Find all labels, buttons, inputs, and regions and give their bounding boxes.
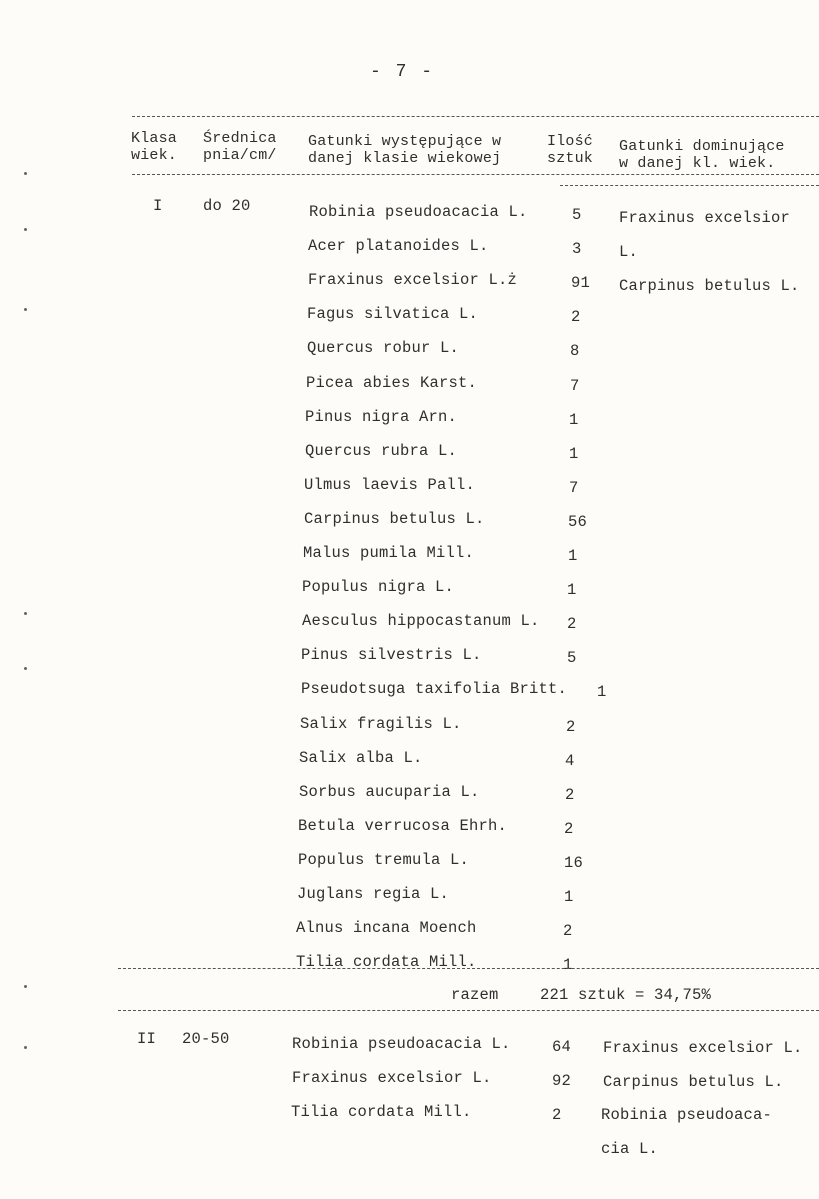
section1-total-label: razem bbox=[451, 986, 499, 1004]
section1-total-top-rule bbox=[118, 968, 819, 969]
header-diameter: Średnica pnia/cm/ bbox=[203, 130, 277, 164]
species-count: 5 bbox=[567, 649, 577, 668]
species-name: Aesculus hippocastanum L. bbox=[302, 612, 540, 631]
species-count: 1 bbox=[563, 956, 573, 975]
species-name: Salix alba L. bbox=[299, 748, 423, 767]
species-count: 8 bbox=[570, 342, 580, 361]
species-count: 4 bbox=[565, 751, 575, 770]
species-count: 2 bbox=[567, 615, 577, 634]
header-top-rule bbox=[132, 116, 819, 117]
margin-mark bbox=[24, 612, 27, 615]
species-name: Pinus nigra Arn. bbox=[305, 407, 458, 426]
section1-dominant-2: L. bbox=[619, 243, 639, 261]
section2-dominant-1: Fraxinus excelsior L. bbox=[603, 1039, 803, 1057]
species-count: 64 bbox=[552, 1038, 572, 1056]
section2-diameter: 20-50 bbox=[182, 1030, 230, 1048]
species-count: 1 bbox=[568, 547, 578, 565]
species-count: 2 bbox=[571, 308, 581, 327]
species-name: Quercus rubra L. bbox=[305, 441, 458, 460]
species-name: Juglans regia L. bbox=[297, 885, 450, 903]
species-count: 1 bbox=[597, 683, 607, 702]
species-name: Fraxinus excelsior L. bbox=[292, 1069, 492, 1087]
section2-dominant-3: Robinia pseudoaca- bbox=[601, 1106, 773, 1124]
species-count: 2 bbox=[552, 1106, 562, 1124]
header-bottom-rule-short bbox=[560, 185, 819, 186]
header-dominant: Gatunki dominujące w danej kl. wiek. bbox=[619, 138, 785, 172]
margin-mark bbox=[24, 172, 27, 175]
species-count: 92 bbox=[552, 1072, 572, 1090]
section2-dominant-4: cia L. bbox=[601, 1140, 659, 1158]
species-name: Fraxinus excelsior L.ż bbox=[308, 271, 518, 290]
section2-class: II bbox=[137, 1030, 157, 1048]
margin-mark bbox=[24, 667, 27, 670]
species-name: Tilia cordata Mill. bbox=[291, 1103, 472, 1121]
species-count: 2 bbox=[564, 819, 574, 838]
species-name: Carpinus betulus L. bbox=[304, 509, 485, 528]
species-count: 1 bbox=[569, 444, 579, 463]
header-count: Ilość sztuk bbox=[547, 133, 594, 167]
species-count: 1 bbox=[569, 410, 579, 429]
section1-dominant-3: Carpinus betulus L. bbox=[619, 277, 800, 295]
margin-mark bbox=[24, 308, 27, 311]
species-name: Salix fragilis L. bbox=[300, 714, 462, 733]
species-name: Betula verrucosa Ehrh. bbox=[298, 816, 508, 835]
species-count: 2 bbox=[566, 717, 576, 736]
species-count: 16 bbox=[564, 853, 584, 872]
species-name: Ulmus laevis Pall. bbox=[304, 475, 476, 494]
species-count: 1 bbox=[564, 888, 574, 906]
species-count: 7 bbox=[569, 478, 579, 497]
section1-dominant-1: Fraxinus excelsior bbox=[619, 209, 791, 227]
margin-mark bbox=[24, 985, 27, 988]
header-species: Gatunki występujące w danej klasie wiekowej bbox=[308, 133, 502, 167]
species-name: Acer platanoides L. bbox=[308, 237, 489, 256]
header-age-class: Klasa wiek. bbox=[131, 130, 178, 164]
species-name: Robinia pseudoacacia L. bbox=[309, 203, 528, 221]
species-count: 2 bbox=[563, 922, 573, 941]
species-name: Tilia cordata Mill. bbox=[296, 953, 477, 972]
section1-class: I bbox=[153, 197, 163, 215]
species-name: Robinia pseudoacacia L. bbox=[292, 1035, 511, 1053]
species-count: 2 bbox=[565, 785, 575, 804]
species-count: 56 bbox=[568, 512, 588, 531]
header-bottom-rule bbox=[132, 174, 819, 175]
species-name: Picea abies Karst. bbox=[306, 373, 478, 392]
species-name: Populus nigra L. bbox=[302, 578, 455, 597]
species-name: Populus tremula L. bbox=[298, 850, 470, 869]
margin-mark bbox=[24, 228, 27, 231]
species-name: Quercus robur L. bbox=[307, 339, 460, 358]
species-count: 7 bbox=[570, 376, 580, 395]
species-name: Malus pumila Mill. bbox=[303, 544, 475, 562]
section1-total-bottom-rule bbox=[118, 1010, 819, 1011]
species-name: Pseudotsuga taxifolia Britt. bbox=[301, 680, 568, 699]
species-name: Alnus incana Moench bbox=[296, 919, 477, 938]
section1-total-value: 221 sztuk = 34,75% bbox=[540, 986, 712, 1004]
species-name: Pinus silvestris L. bbox=[301, 646, 482, 665]
species-count: 5 bbox=[572, 206, 582, 224]
species-count: 1 bbox=[567, 581, 577, 600]
species-name: Fagus silvatica L. bbox=[307, 305, 479, 324]
species-count: 91 bbox=[571, 274, 591, 293]
species-name: Sorbus aucuparia L. bbox=[299, 782, 480, 801]
margin-mark bbox=[24, 1046, 27, 1049]
page-number: - 7 - bbox=[370, 62, 435, 82]
section2-dominant-2: Carpinus betulus L. bbox=[603, 1073, 784, 1091]
section1-diameter: do 20 bbox=[203, 197, 251, 215]
species-count: 3 bbox=[572, 240, 582, 259]
